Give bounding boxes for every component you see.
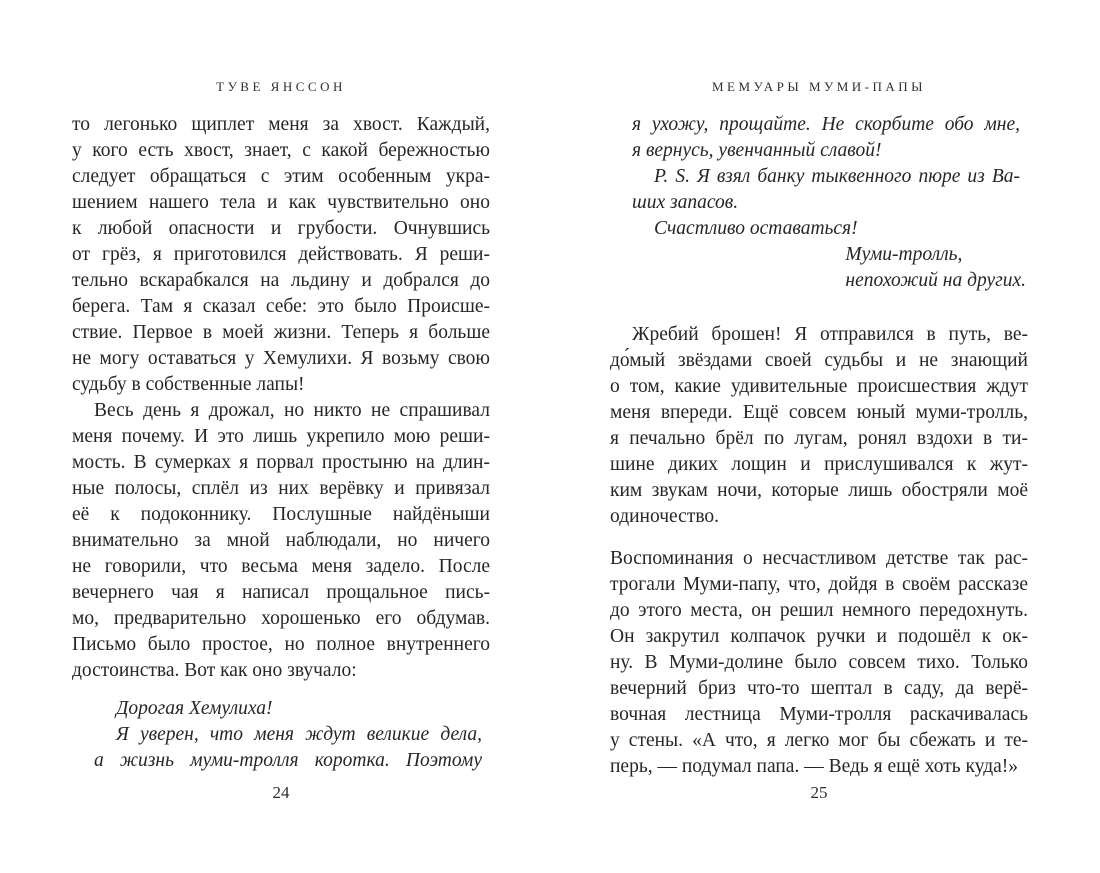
text-line: её к подоконнику. Послушные найдёныши	[72, 504, 490, 525]
text-line: не могу оставаться у Хемулихи. Я возьму свою	[72, 348, 490, 369]
text-line: меня впереди. Ещё совсем юный муми-тролль,	[610, 402, 1028, 423]
text-line: я вернусь, увенчанный славой!	[632, 140, 882, 161]
signature-block	[845, 242, 1026, 294]
running-header-title: МЕМУАРЫ МУМИ-ПАПЫ	[711, 79, 927, 94]
text-line: меня почему. И это лишь укрепило мою реши-	[72, 426, 490, 447]
letter-block	[72, 696, 490, 774]
text-line: не говорили, что весьма меня задело. После	[72, 556, 490, 577]
text-line: до́мый звёздами своей судьбы и не знающий	[610, 350, 1028, 371]
text-line: от грёз, я приготовился действовать. Я реши-	[72, 244, 490, 265]
text-line: внимательно за мной наблюдали, но ничего	[72, 530, 490, 551]
text-line: мо, предварительно хорошенько его обдумав.	[72, 608, 490, 629]
text-line: то легонько щиплет меня за хвост. Каждый,	[72, 114, 490, 135]
page-text-left	[72, 112, 490, 774]
text-line: я печально брёл по лугам, ронял вздохи в ти-	[610, 428, 1028, 449]
book-page-right	[610, 0, 1028, 873]
body-block	[610, 322, 1028, 530]
text-line: P. S. Я взял банку тыквенного пюре из Ва-	[654, 166, 1020, 187]
text-line: перь, — подумал папа. — Ведь я ещё хоть куда!»	[610, 756, 1019, 777]
text-line: шением нашего тела и как чувствительно оно	[72, 192, 490, 213]
text-line: следует обращаться с этим особенным укра-	[72, 166, 490, 187]
text-line: ствие. Первое в моей жизни. Теперь я больше	[72, 322, 490, 343]
body-block	[72, 112, 490, 398]
text-line: а жизнь муми-тролля коротка. Поэтому	[94, 750, 482, 771]
text-line: достоинства. Вот как оно звучало:	[72, 660, 357, 681]
text-line: Я уверен, что меня ждут великие дела,	[116, 724, 482, 745]
text-line: ших запасов.	[632, 192, 739, 213]
text-line: у стены. «А что, я легко мог бы сбежать и те-	[610, 730, 1028, 751]
text-line: трогали Муми-папу, что, дойдя в своём рассказе	[610, 574, 1028, 595]
text-line: тельно вскарабкался на льдину и добрался до	[72, 270, 490, 291]
page-number-left: 24	[272, 783, 290, 802]
text-line: непохожий на других.	[845, 270, 1026, 291]
text-line: мость. В сумерках я порвал простыню на длин-	[72, 452, 490, 473]
text-line: Воспоминания о несчастливом детстве так рас-	[610, 548, 1028, 569]
text-line: судьбу в собственные лапы!	[72, 374, 305, 395]
book-page-left	[72, 0, 490, 873]
text-line: к любой опасности и грубости. Очнувшись	[72, 218, 490, 239]
text-line: одиночество.	[610, 506, 720, 527]
page-text-right	[610, 112, 1028, 780]
text-line: вечернего чая я написал прощальное пись-	[72, 582, 490, 603]
text-line: Он закрутил колпачок ручки и подошёл к ок-	[610, 626, 1028, 647]
body-block	[610, 546, 1028, 780]
page-number-right: 25	[810, 783, 828, 802]
text-line: Муми-тролль,	[845, 244, 963, 265]
text-line: Дорогая Хемулиха!	[116, 698, 273, 719]
text-line: Счастливо оставаться!	[654, 218, 858, 239]
text-line: Письмо было простое, но полное внутреннего	[72, 634, 490, 655]
text-line: Жребий брошен! Я отправился в путь, ве-	[632, 324, 1028, 345]
text-line: вочная лестница Муми-тролля раскачивалась	[610, 704, 1028, 725]
text-line: вечерний бриз что-то шептал в саду, да верё-	[610, 678, 1028, 699]
text-line: ные полосы, сплёл из них верёвку и привязал	[72, 478, 490, 499]
text-line: Весь день я дрожал, но никто не спрашивал	[94, 400, 490, 421]
text-line: шине диких лощин и прислушивался к жут-	[610, 454, 1028, 475]
text-line: берега. Там я сказал себе: это было Происше-	[72, 296, 490, 317]
body-block	[72, 398, 490, 684]
text-line: ну. В Муми-долине было совсем тихо. Только	[610, 652, 1028, 673]
letter-block	[610, 112, 1028, 242]
text-line: до этого места, он решил немного передохнуть.	[610, 600, 1028, 621]
text-line: ким звукам ночи, которые лишь обостряли моё	[610, 480, 1028, 501]
text-line: я ухожу, прощайте. Не скорбите обо мне,	[632, 114, 1020, 135]
text-line: у кого есть хвост, знает, с какой бережностью	[72, 140, 490, 161]
text-line: о том, какие удивительные происшествия ждут	[610, 376, 1028, 397]
running-header-author: ТУВЕ ЯНССОН	[216, 79, 346, 94]
